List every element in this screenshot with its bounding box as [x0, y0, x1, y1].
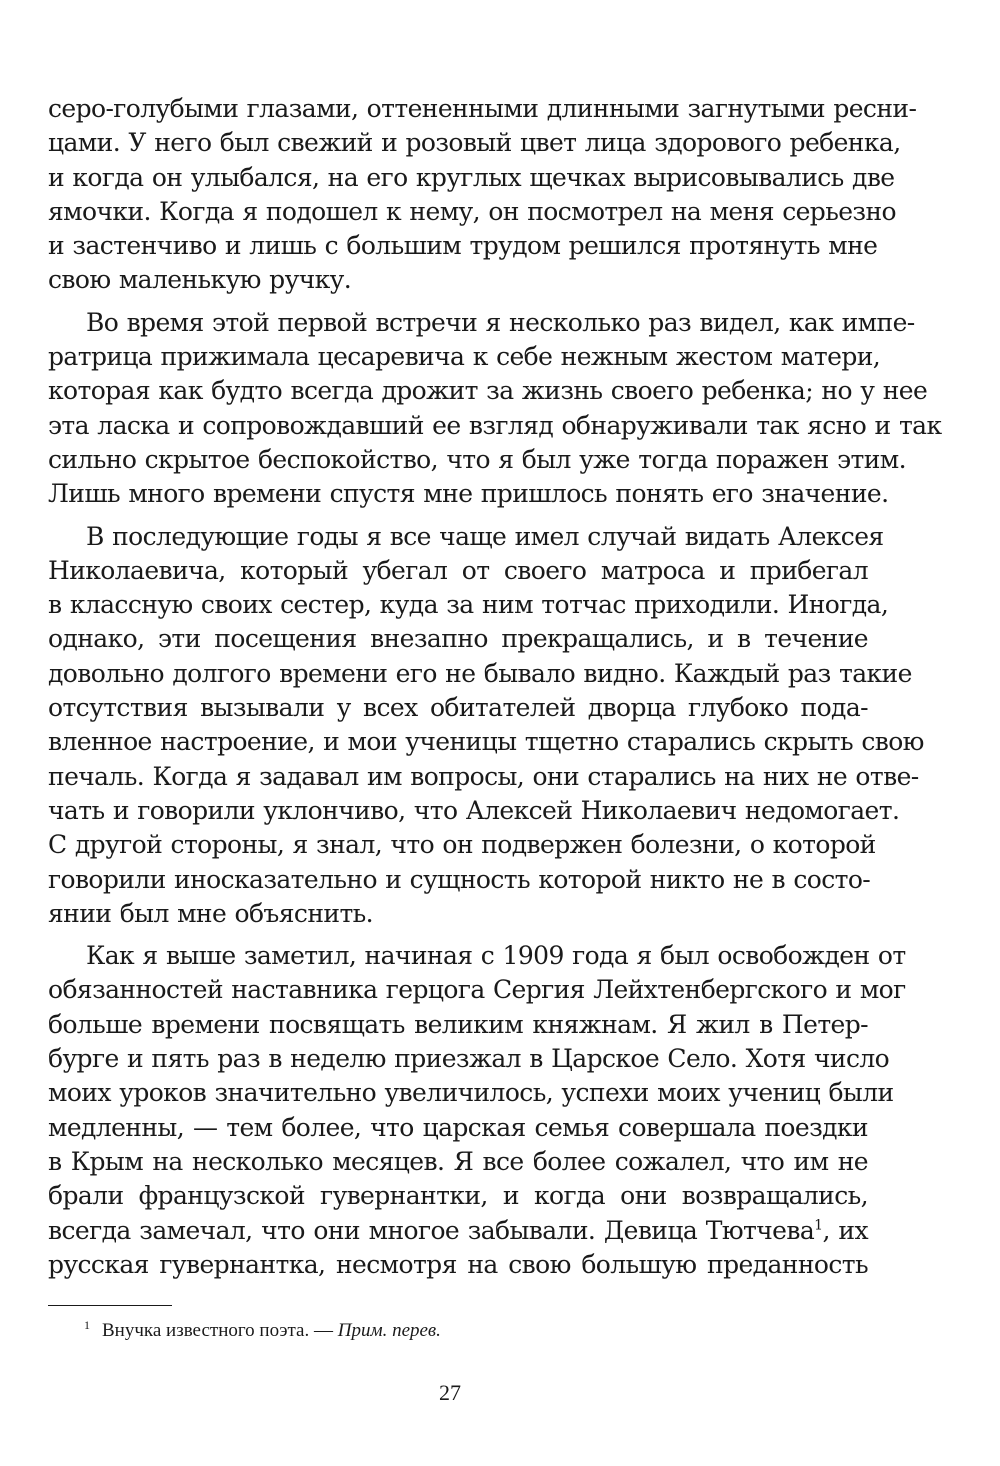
- text-line: эта ласка и сопровождавший ее взгляд обнаруживали так ясно и так: [48, 410, 942, 440]
- text-line: печаль. Когда я задавал им вопросы, они старались на них не отве-: [48, 761, 919, 791]
- footnote: [84, 1318, 441, 1344]
- text-line: свою маленькую ручку.: [48, 265, 352, 295]
- footnote-separator: [48, 1305, 172, 1306]
- paragraph-2: [48, 306, 942, 512]
- text-line: сильно скрытое беспокойство, что я был уже тогда поражен этим.: [48, 444, 906, 474]
- text-line: однако, эти посещения внезапно прекращались, и в течение: [48, 624, 868, 654]
- text-line: бурге и пять раз в неделю приезжал в Царское Село. Хотя число: [48, 1044, 890, 1074]
- text-line: медленны, — тем более, что царская семья совершала поездки: [48, 1112, 868, 1142]
- text-line-with-footnote-ref: [48, 1214, 868, 1248]
- text-line: довольно долгого времени его не бывало видно. Каждый раз такие: [48, 658, 912, 688]
- footnote-reference[interactable]: 1: [814, 1217, 823, 1234]
- text-line: говорили иносказательно и сущность которой никто не в состо-: [48, 864, 871, 894]
- footnote-text: Внучка известного поэта. —: [102, 1320, 338, 1341]
- paragraph-3: [48, 520, 924, 932]
- text-line: обязанностей наставника герцога Сергия Лейхтенбергского и мог: [48, 975, 906, 1005]
- text-line: Во время этой первой встречи я несколько раз видел, как импе-: [86, 307, 915, 337]
- text-line: брали французской гувернантки, и когда они возвращались,: [48, 1181, 868, 1211]
- page-number: 27: [439, 1380, 461, 1405]
- text-line: Николаевича, который убегал от своего матроса и прибегал: [48, 555, 868, 585]
- text-segment: всегда замечал, что они многое забывали. Девица Тютчева: [48, 1215, 815, 1245]
- text-line: С другой стороны, я знал, что он подвержен болезни, о которой: [48, 830, 876, 860]
- text-line: больше времени посвящать великим княжнам. Я жил в Петер-: [48, 1009, 868, 1039]
- text-line: которая как будто всегда дрожит за жизнь своего ребенка; но у нее: [48, 376, 928, 406]
- text-line: в Крым на несколько месяцев. Я все более сожалел, что им не: [48, 1146, 868, 1176]
- text-line: моих уроков значительно увеличилось, успехи моих учениц были: [48, 1078, 894, 1108]
- text-segment: , их: [822, 1215, 868, 1245]
- text-line: Как я выше заметил, начиная с 1909 года я был освобожден от: [86, 941, 906, 971]
- paragraph-4: [48, 939, 906, 1282]
- text-line: чать и говорили уклончиво, что Алексей Николаевич недомогает.: [48, 795, 900, 825]
- footnote-note-label: Прим. перев.: [337, 1320, 441, 1341]
- page-body: [48, 92, 942, 1282]
- paragraph-1: [48, 92, 917, 298]
- text-line: отсутствия вызывали у всех обитателей дворца глубоко пода-: [48, 693, 868, 723]
- text-line: Лишь много времени спустя мне пришлось понять его значение.: [48, 479, 889, 509]
- text-line: вленное настроение, и мои ученицы тщетно старались скрыть свою: [48, 727, 924, 757]
- text-line: и застенчиво и лишь с большим трудом решился протянуть мне: [48, 231, 878, 261]
- text-line: янии был мне объяснить.: [48, 898, 374, 928]
- text-line: и когда он улыбался, на его круглых щечках вырисовывались две: [48, 162, 895, 192]
- text-line: серо-голубыми глазами, оттененными длинными загнутыми ресни-: [48, 94, 917, 123]
- text-line: ямочки. Когда я подошел к нему, он посмотрел на меня серьезно: [48, 196, 896, 226]
- text-line: цами. У него был свежий и розовый цвет лица здорового ребенка,: [48, 128, 901, 158]
- footnote-number: 1: [84, 1317, 90, 1332]
- text-line: русская гувернантка, несмотря на свою большую преданность: [48, 1249, 868, 1279]
- text-line: ратрица прижимала цесаревича к себе нежным жестом матери,: [48, 342, 881, 372]
- text-line: в классную своих сестер, куда за ним тотчас приходили. Иногда,: [48, 590, 889, 620]
- text-line: В последующие годы я все чаще имел случай видать Алексея: [86, 521, 884, 551]
